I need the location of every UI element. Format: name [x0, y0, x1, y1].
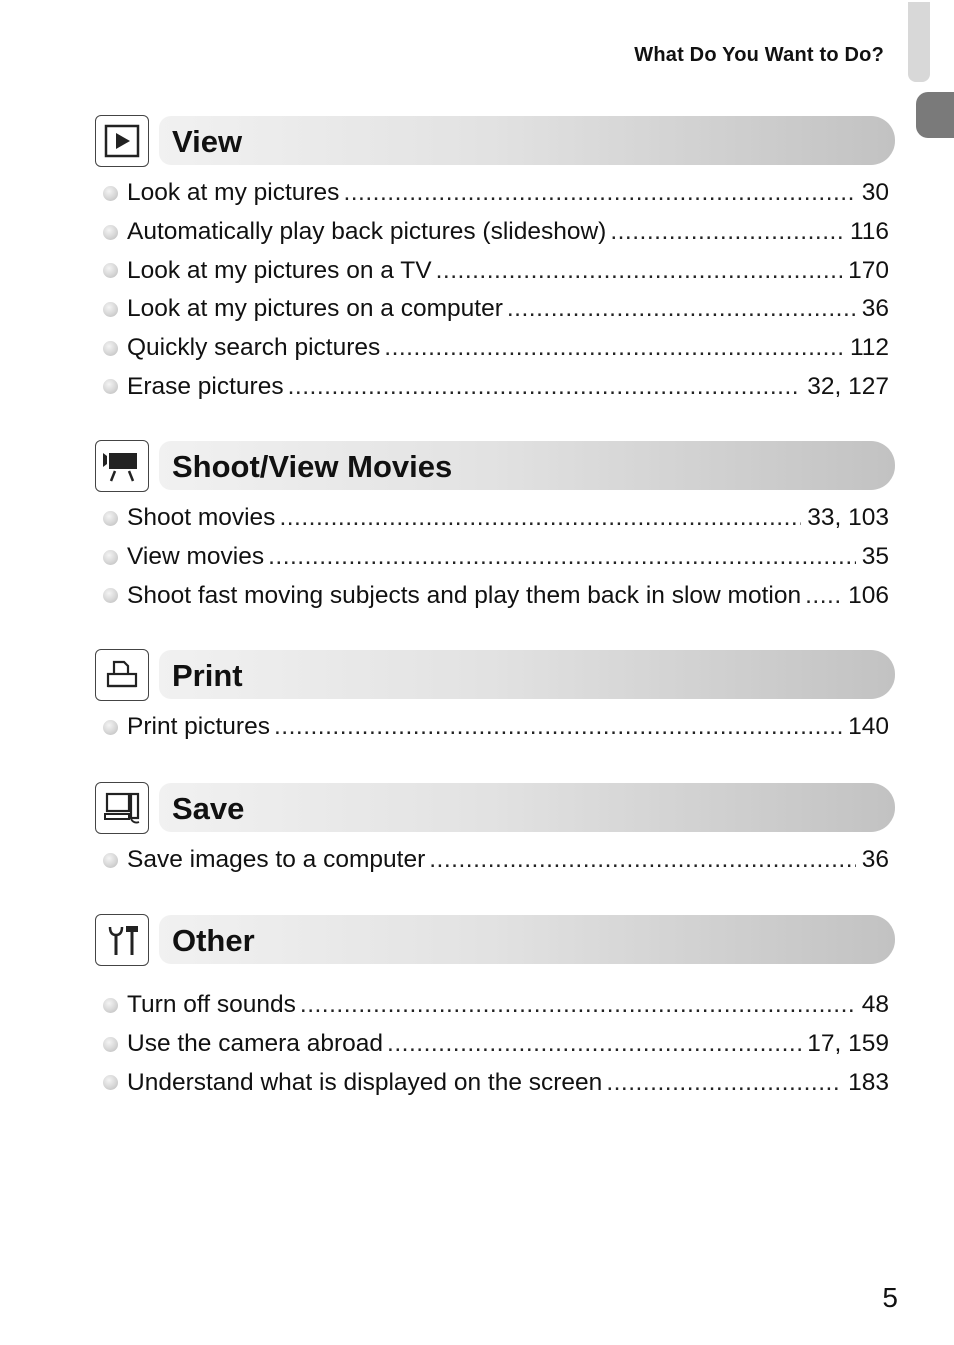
section-header-bar [159, 441, 895, 490]
page-number: 5 [882, 1282, 898, 1313]
item-label: Shoot movies [127, 504, 276, 532]
item-label: Look at my pictures on a TV [127, 256, 432, 284]
item-page: 36 [861, 846, 889, 874]
section-header-bar [159, 783, 895, 832]
list-item[interactable] [95, 708, 889, 747]
list-item[interactable] [95, 213, 889, 252]
printer-icon [95, 649, 149, 701]
list-item[interactable] [95, 329, 889, 368]
running-head: What Do You Want to Do? [634, 44, 884, 66]
item-page: 36 [861, 295, 889, 323]
section-title: Shoot/View Movies [172, 449, 453, 484]
item-label: Save images to a computer [127, 846, 426, 874]
item-page: 170 [848, 256, 889, 284]
computer-icon [95, 782, 149, 834]
list-item[interactable] [95, 576, 889, 615]
item-page: 106 [848, 581, 889, 609]
list-item[interactable] [95, 841, 889, 880]
list-item[interactable] [95, 367, 889, 406]
list-item[interactable] [95, 251, 889, 290]
bullet-icon [103, 379, 118, 394]
section-header-bar [159, 915, 895, 964]
item-page: 32, 127 [807, 372, 889, 400]
bullet-icon [103, 302, 118, 317]
item-page: 183 [848, 1068, 889, 1096]
item-label: Turn off sounds [127, 991, 296, 1019]
item-page: 17, 159 [807, 1030, 889, 1058]
item-label: Use the camera abroad [127, 1030, 384, 1058]
chapter-tab-marker [916, 92, 954, 138]
list-item[interactable] [95, 986, 889, 1025]
bullet-icon [103, 511, 118, 526]
tools-icon [95, 914, 149, 966]
item-list [95, 174, 889, 406]
bullet-icon [103, 263, 118, 278]
list-item[interactable] [95, 174, 889, 213]
item-label: Erase pictures [127, 372, 284, 400]
bullet-icon [103, 720, 118, 735]
item-page: 116 [849, 218, 889, 246]
item-label: View movies [127, 543, 265, 571]
bullet-icon [103, 1037, 118, 1052]
section-header-bar [159, 116, 895, 165]
item-page: 30 [861, 179, 889, 207]
bullet-icon [103, 588, 118, 603]
item-label: Quickly search pictures [127, 334, 381, 362]
item-label: Print pictures [127, 713, 270, 741]
list-item[interactable] [95, 499, 889, 538]
item-page: 48 [861, 991, 889, 1019]
section-title: Save [172, 791, 245, 826]
list-item[interactable] [95, 538, 889, 577]
bullet-icon [103, 225, 118, 240]
item-page: 33, 103 [807, 504, 889, 532]
item-list [95, 841, 889, 880]
item-list [95, 499, 889, 615]
section-title: Print [172, 658, 243, 693]
bullet-icon [103, 853, 118, 868]
list-item[interactable] [95, 290, 889, 329]
list-item[interactable] [95, 1025, 889, 1064]
list-item[interactable] [95, 1063, 889, 1102]
movie-camera-icon [95, 440, 149, 492]
section-title: Other [172, 923, 255, 958]
item-page: 140 [848, 713, 889, 741]
item-page: 35 [861, 543, 889, 571]
item-page: 112 [849, 334, 889, 362]
item-list [95, 986, 889, 1102]
bullet-icon [103, 998, 118, 1013]
section-title: View [172, 124, 243, 159]
bullet-icon [103, 550, 118, 565]
item-label: Look at my pictures [127, 179, 340, 207]
playback-icon [95, 115, 149, 167]
bullet-icon [103, 1075, 118, 1090]
item-label: Look at my pictures on a computer [127, 295, 503, 323]
bullet-icon [103, 186, 118, 201]
item-label: Automatically play back pictures (slideshow) [127, 218, 607, 246]
section-header-bar [159, 650, 895, 699]
item-label: Understand what is displayed on the screen [127, 1068, 603, 1096]
item-list [95, 708, 889, 747]
item-label: Shoot fast moving subjects and play them back in slow motion [127, 581, 802, 609]
chapter-tab-top [908, 2, 930, 82]
bullet-icon [103, 341, 118, 356]
